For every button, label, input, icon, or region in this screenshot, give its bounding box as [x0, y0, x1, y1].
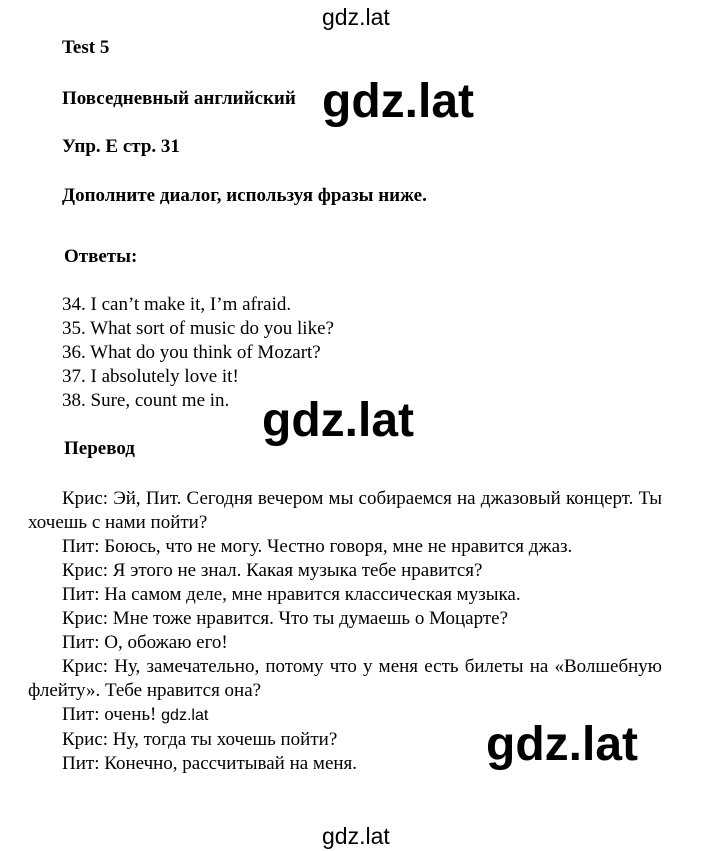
dialogue-line: Крис: Я этого не знал. Какая музыка тебе нравится? — [62, 560, 483, 581]
watermark-top: gdz.lat — [322, 4, 390, 30]
answer-item: 36. What do you think of Mozart? — [62, 342, 321, 363]
section-title: Повседневный английский — [62, 88, 296, 109]
answer-item: 38. Sure, count me in. — [62, 390, 230, 411]
answer-item: 35. What sort of music do you like? — [62, 318, 334, 339]
watermark-bottom: gdz.lat — [322, 823, 390, 849]
dialogue-line: Пит: На самом деле, мне нравится классическая музыка. — [62, 584, 521, 605]
watermark-big-2: gdz.lat — [262, 394, 414, 447]
translation-heading: Перевод — [64, 438, 135, 459]
dialogue-line: Пит: О, обожаю его! — [62, 632, 228, 653]
dialogue-line: Крис: Эй, Пит. Сегодня вечером мы собираемся на джазовый концерт. Ты хочешь с нами пойти? — [28, 488, 662, 533]
dialogue-line: Крис: Ну, замечательно, потому что у меня есть билеты на «Волшебную флейту». Тебе нравится она? — [28, 656, 662, 701]
answer-item: 34. I can’t make it, I’m afraid. — [62, 294, 292, 315]
answers-heading: Ответы: — [64, 246, 138, 267]
watermark-big-3: gdz.lat — [486, 718, 638, 771]
watermark-inline: gdz.lat — [161, 707, 209, 724]
exercise-ref: Упр. E стр. 31 — [62, 136, 180, 157]
instruction: Дополните диалог, используя фразы ниже. — [62, 185, 427, 206]
test-title: Test 5 — [62, 37, 110, 58]
answer-item: 37. I absolutely love it! — [62, 366, 239, 387]
dialogue-line: Крис: Ну, тогда ты хочешь пойти? — [62, 729, 338, 750]
dialogue-line-text: Пит: очень! — [62, 704, 157, 725]
dialogue-line: Пит: Конечно, рассчитывай на меня. — [62, 753, 358, 774]
dialogue-line: Крис: Мне тоже нравится. Что ты думаешь о Моцарте? — [62, 608, 509, 629]
watermark-big-1: gdz.lat — [322, 75, 474, 128]
dialogue-line: Пит: Боюсь, что не могу. Честно говоря, мне не нравится джаз. — [62, 536, 573, 557]
